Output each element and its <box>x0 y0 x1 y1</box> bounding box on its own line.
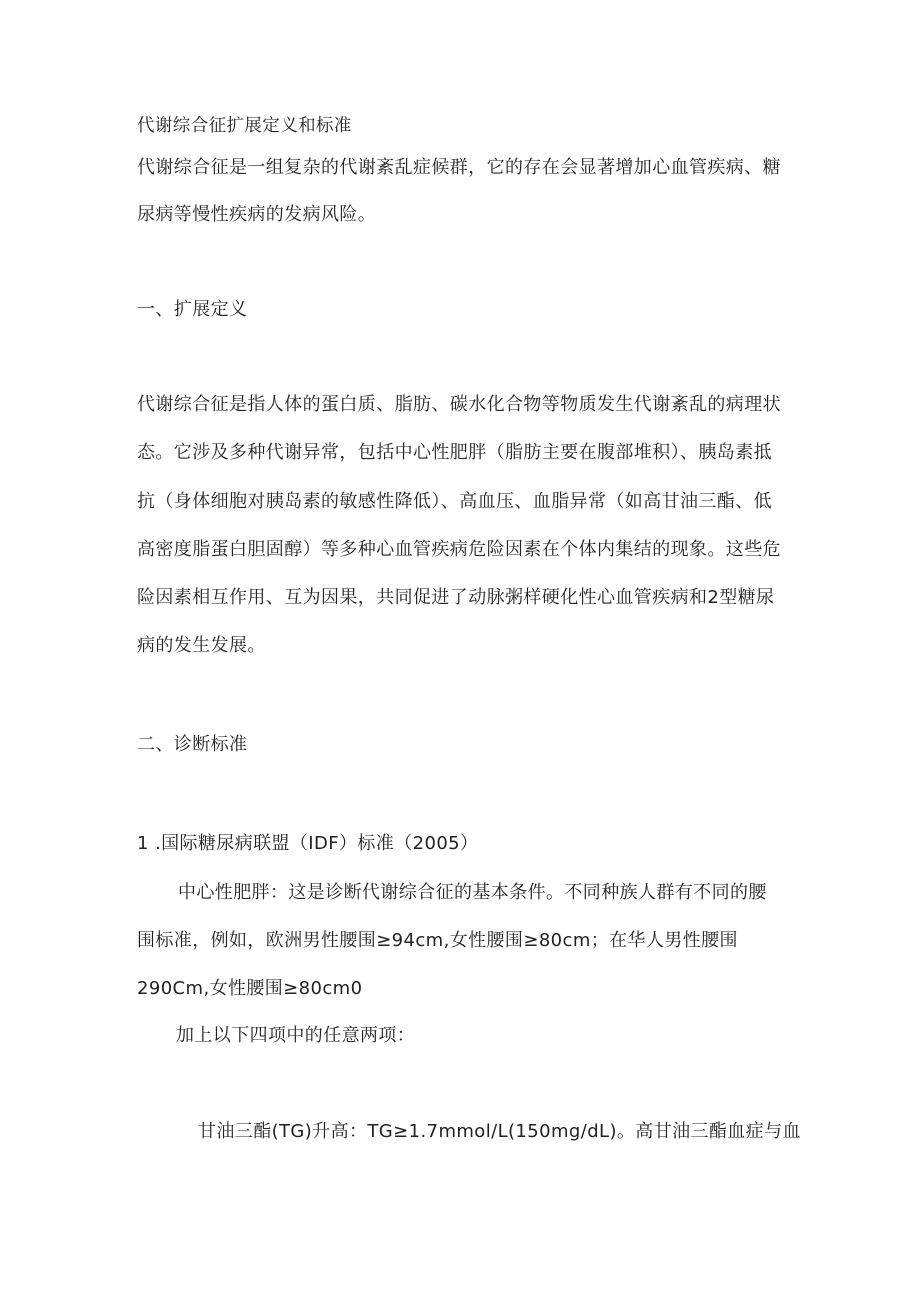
definition-paragraph-line: 抗（身体细胞对胰岛素的敏感性降低）、高血压、血脂异常（如高甘油三酯、低 <box>137 491 772 512</box>
triglyceride-criterion: 甘油三酯(TG)升高：TG≥1.7mmol∕L(150mg∕dL)。高甘油三酯血症与血 <box>198 1121 801 1142</box>
central-obesity-line: 中心性肥胖：这是诊断代谢综合征的基本条件。不同种族人群有不同的腰 <box>178 882 767 903</box>
definition-paragraph-line: 高密度脂蛋白胆固醇）等多种心血管疾病危险因素在个体内集结的现象。这些危 <box>137 539 781 560</box>
intro-line-2: 尿病等慢性疾病的发病风险。 <box>137 204 377 225</box>
definition-paragraph-line: 态。它涉及多种代谢异常，包括中心性肥胖（脂肪主要在腹部堆积）、胰岛素抵 <box>137 442 772 463</box>
definition-paragraph-line: 代谢综合征是指人体的蛋白质、脂肪、碳水化合物等物质发生代谢紊乱的病理状 <box>137 394 781 415</box>
subsection-heading-idf: 1 .国际糖尿病联盟（IDF）标准（2005） <box>137 833 479 854</box>
central-obesity-line: 围标准，例如，欧洲男性腰围≥94cm,女性腰围≥80cm；在华人男性腰围 <box>137 930 738 951</box>
section-heading-definition: 一、扩展定义 <box>137 299 248 320</box>
intro-line-1: 代谢综合征是一组复杂的代谢紊乱症候群，它的存在会显著增加心血管疾病、糖 <box>137 157 781 178</box>
definition-paragraph-line: 险因素相互作用、互为因果，共同促进了动脉粥样硬化性心血管疾病和2型糖尿 <box>137 587 775 608</box>
definition-paragraph-line: 病的发生发展。 <box>137 635 266 656</box>
document-title: 代谢综合征扩展定义和标准 <box>137 116 352 136</box>
section-heading-criteria: 二、诊断标准 <box>137 734 248 755</box>
additional-criteria-intro: 加上以下四项中的任意两项： <box>176 1025 416 1046</box>
central-obesity-line: 290Cm,女性腰围≥80cm0 <box>137 978 363 999</box>
